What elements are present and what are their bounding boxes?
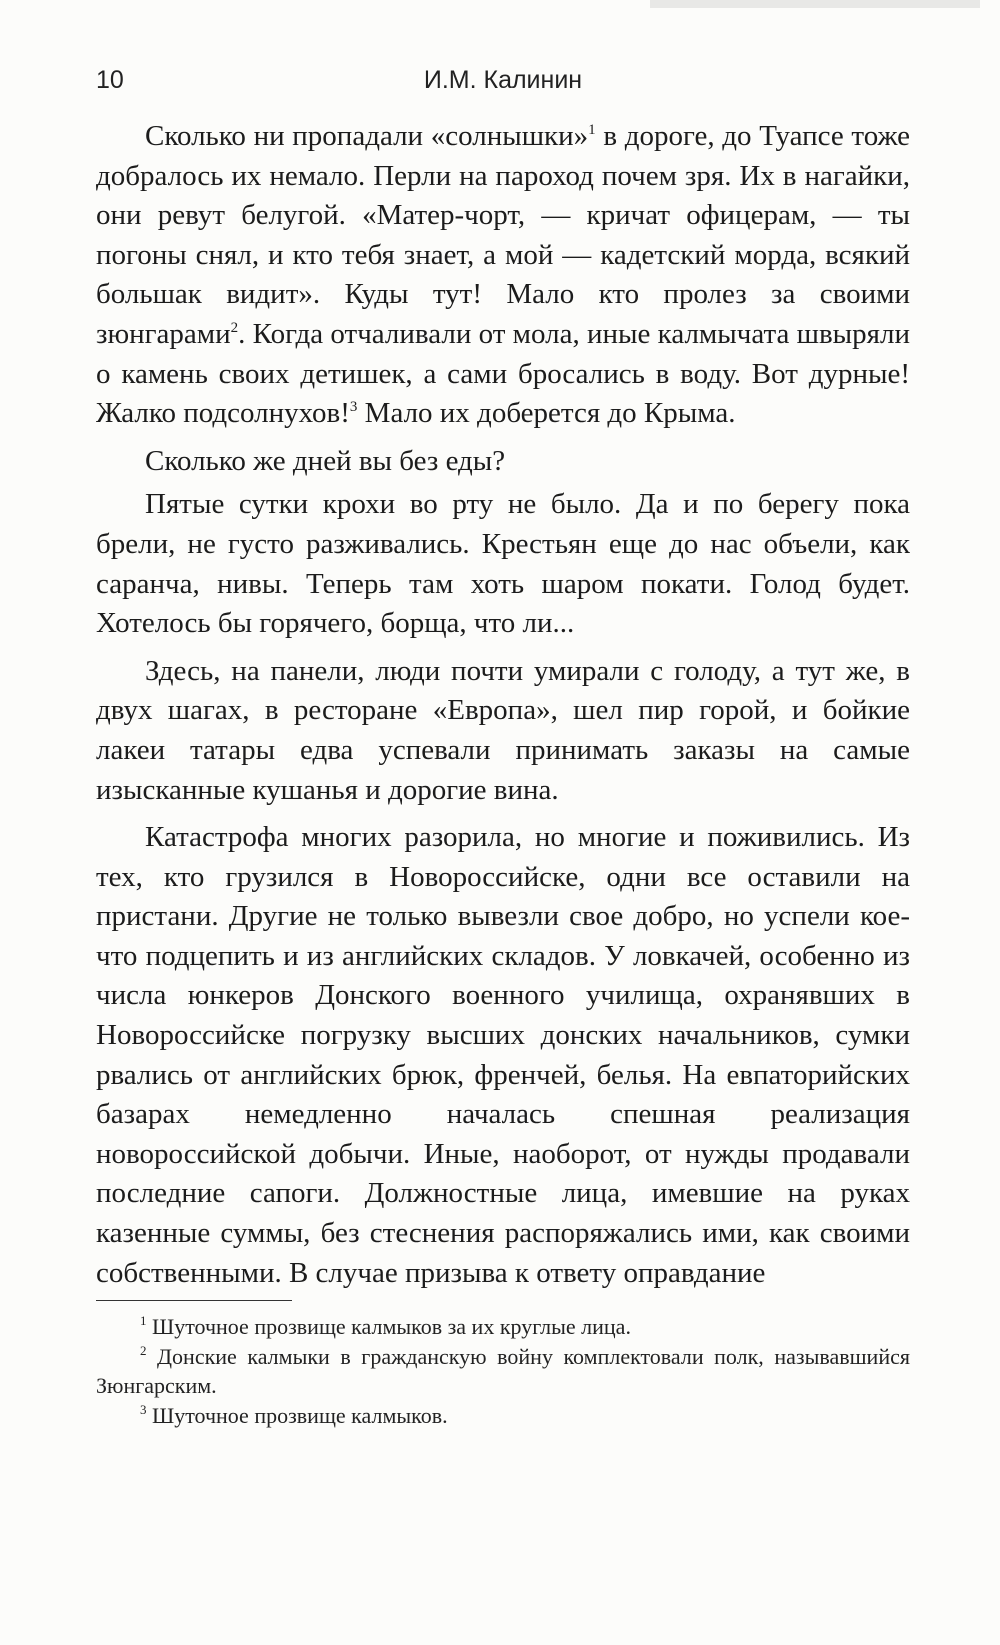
paragraph: Катастрофа многих разорила, но многие и поживились. Из тех, кто грузился в Новороссийске, одни все оставили на пристани. Другие не только вывезли свое добро, но успели кое-что подцепить и из английских складов. У ловкачей, особенно из числа юнкеров Донского военного училища, охранявших в Новороссийске погрузку высших донских начальников, сумки рвались от английских брюк, френчей, белья. На евпаторийских базарах немедленно началась спешная реализация новороссийской добычи. Иные, наоборот, от нужды продавали последние сапоги. Должностные лица, имевшие на руках казенные суммы, без стеснения распоряжались ими, как своими собственными. В случае призыва к ответу оправдание (96, 821, 910, 1289)
paragraph (96, 117, 910, 434)
text-run: Сколько ни пропадали «солнышки» (145, 120, 589, 152)
running-head (96, 62, 910, 102)
footnotes (96, 1312, 910, 1430)
text-run: в дороге, до Туапсе тоже добралось их немало. Перли на пароход почем зря. Их в нагайки, они ревут белугой. «Матер-чорт, — кричат офицерам, — ты погоны снял, и кто тебя знает, а мой — кадетский морда, всякий большак видит». Куды тут! Мало кто пролез за своими зюнгарами (96, 120, 910, 350)
footnote-mark: 2 (140, 1342, 147, 1358)
footnote (96, 1312, 910, 1342)
paragraph: Здесь, на панели, люди почти умирали с голоду, а тут же, в двух шагах, в ресторане «Европа», шел пир горой, и бойкие лакеи татары едва успевали принимать заказы на самые изысканные кушанья и дорогие вина. (96, 654, 910, 806)
footnote-ref-3: 3 (349, 398, 358, 415)
footnote-separator (96, 1300, 292, 1301)
paragraph: Сколько же дней вы без еды? (145, 444, 506, 477)
page-number: 10 (96, 66, 124, 94)
footnote-ref-1: 1 (588, 121, 596, 138)
paragraph: Пятые сутки крохи во рту не было. Да и по берегу пока брели, не густо разживались. Крестьян еще до нас объели, как саранча, нивы. Теперь там хоть шаром покати. Голод будет. Хотелось бы горячего, борща, что ли... (96, 488, 910, 640)
scan-edge (650, 0, 980, 8)
running-title: И.М. Калинин (423, 66, 583, 94)
footnote-mark: 1 (140, 1312, 147, 1328)
footnote (96, 1401, 910, 1431)
body-text (96, 117, 910, 1301)
footnote-text: Шуточное прозвище калмыков. (146, 1402, 448, 1428)
text-run: . Когда отчаливали от мола, иные калмычата швыряли о камень своих детишек, а сами бросались в воду. Вот дурные! Жалко подсолнухов! (96, 317, 910, 430)
footnote-text: Шуточное прозвище калмыков за их круглые лица. (146, 1314, 631, 1339)
footnote (96, 1342, 910, 1401)
footnote-mark: 3 (140, 1401, 147, 1417)
text-run: Мало их доберется до Крыма. (357, 397, 736, 430)
footnote-ref-2: 2 (230, 319, 239, 336)
footnote-text: Донские калмыки в гражданскую войну комплектовали полк, называвшийся Зюнгарским. (96, 1343, 910, 1398)
